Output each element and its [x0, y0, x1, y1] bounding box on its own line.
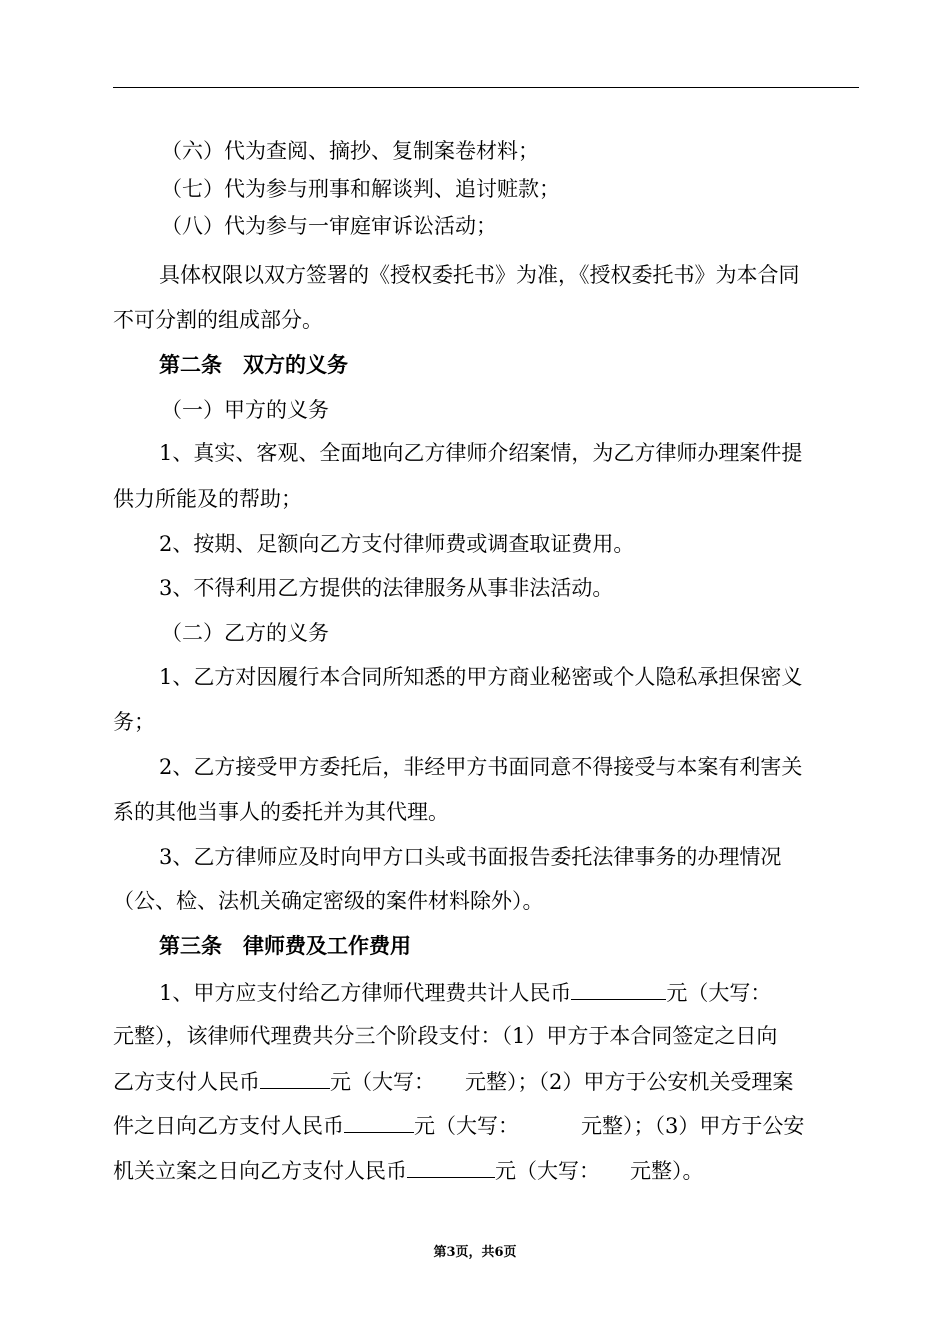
- party-a-obligation-3: 3、不得利用乙方提供的法律服务从事非法活动。: [159, 576, 614, 600]
- party-a-obligation-1-line-1: 1、真实、客观、全面地向乙方律师介绍案情，为乙方律师办理案件提: [159, 441, 803, 465]
- party-b-obligations-heading: （二）乙方的义务: [161, 621, 329, 645]
- fee-text-stage-2-intro: 元整）；（2）甲方于公安机关受理案: [465, 1070, 794, 1094]
- party-b-obligation-2-line-2: 系的其他当事人的委托并为其代理。: [113, 800, 449, 824]
- stage-3-amount-blank: [407, 1155, 495, 1178]
- stage-2-amount-blank: [344, 1110, 414, 1133]
- total-fee-blank: [571, 977, 666, 1000]
- fee-paragraph-line-2: 元整），该律师代理费共分三个阶段支付：（1）甲方于本合同签定之日向: [113, 1024, 778, 1048]
- fee-text-stage-2-capital: 元（大写：: [414, 1114, 519, 1138]
- authority-paragraph-line-1: 具体权限以双方签署的《授权委托书》为准，《授权委托书》为本合同: [159, 263, 800, 287]
- article-3-heading: 第三条 律师费及工作费用: [159, 933, 411, 958]
- fee-text-total: 1、甲方应支付给乙方律师代理费共计人民币: [159, 981, 572, 1005]
- fee-text-stage-3-end: 元整）。: [630, 1159, 704, 1183]
- fee-text-stage-3-capital: 元（大写：: [495, 1159, 600, 1183]
- party-b-obligation-1-line-2: 务；: [113, 710, 155, 734]
- header-rule: [113, 87, 859, 88]
- fee-text-stage-2: 件之日向乙方支付人民币: [113, 1114, 344, 1138]
- fee-text-stage-1-capital: 元（大写：: [330, 1070, 435, 1094]
- stage-1-amount-blank: [260, 1066, 330, 1089]
- fee-text-capital: 元（大写：: [666, 981, 772, 1005]
- party-b-obligation-1-line-1: 1、乙方对因履行本合同所知悉的甲方商业秘密或个人隐私承担保密义: [159, 665, 803, 689]
- fee-text-stage-3: 机关立案之日向乙方支付人民币: [113, 1159, 407, 1183]
- article-2-heading: 第二条 双方的义务: [159, 352, 348, 377]
- party-b-obligation-2-line-1: 2、乙方接受甲方委托后，非经甲方书面同意不得接受与本案有利害关: [159, 755, 803, 779]
- page-number-footer: 第3页，共6页: [433, 1245, 517, 1260]
- party-a-obligations-heading: （一）甲方的义务: [161, 398, 329, 422]
- authority-paragraph-line-2: 不可分割的组成部分。: [113, 308, 323, 332]
- clause-item-8: （八）代为参与一审庭审诉讼活动；: [161, 214, 497, 238]
- fee-text-stage-1: 乙方支付人民币: [113, 1070, 260, 1094]
- fee-paragraph-line-1: [159, 977, 771, 1005]
- fee-paragraph-line-4: [113, 1110, 804, 1138]
- party-a-obligation-1-line-2: 供力所能及的帮助；: [113, 487, 302, 511]
- fee-paragraph-line-5: [113, 1155, 704, 1183]
- party-b-obligation-3-line-1: 3、乙方律师应及时向甲方口头或书面报告委托法律事务的办理情况: [159, 845, 782, 869]
- fee-text-stage-3-intro: 元整）；（3）甲方于公安: [581, 1114, 805, 1138]
- clause-item-6: （六）代为查阅、摘抄、复制案卷材料；: [161, 139, 539, 163]
- fee-paragraph-line-3: [113, 1066, 793, 1094]
- party-a-obligation-2: 2、按期、足额向乙方支付律师费或调查取证费用。: [159, 532, 635, 556]
- clause-item-7: （七）代为参与刑事和解谈判、追讨赃款；: [161, 177, 560, 201]
- party-b-obligation-3-line-2: （公、检、法机关确定密级的案件材料除外）。: [113, 889, 544, 913]
